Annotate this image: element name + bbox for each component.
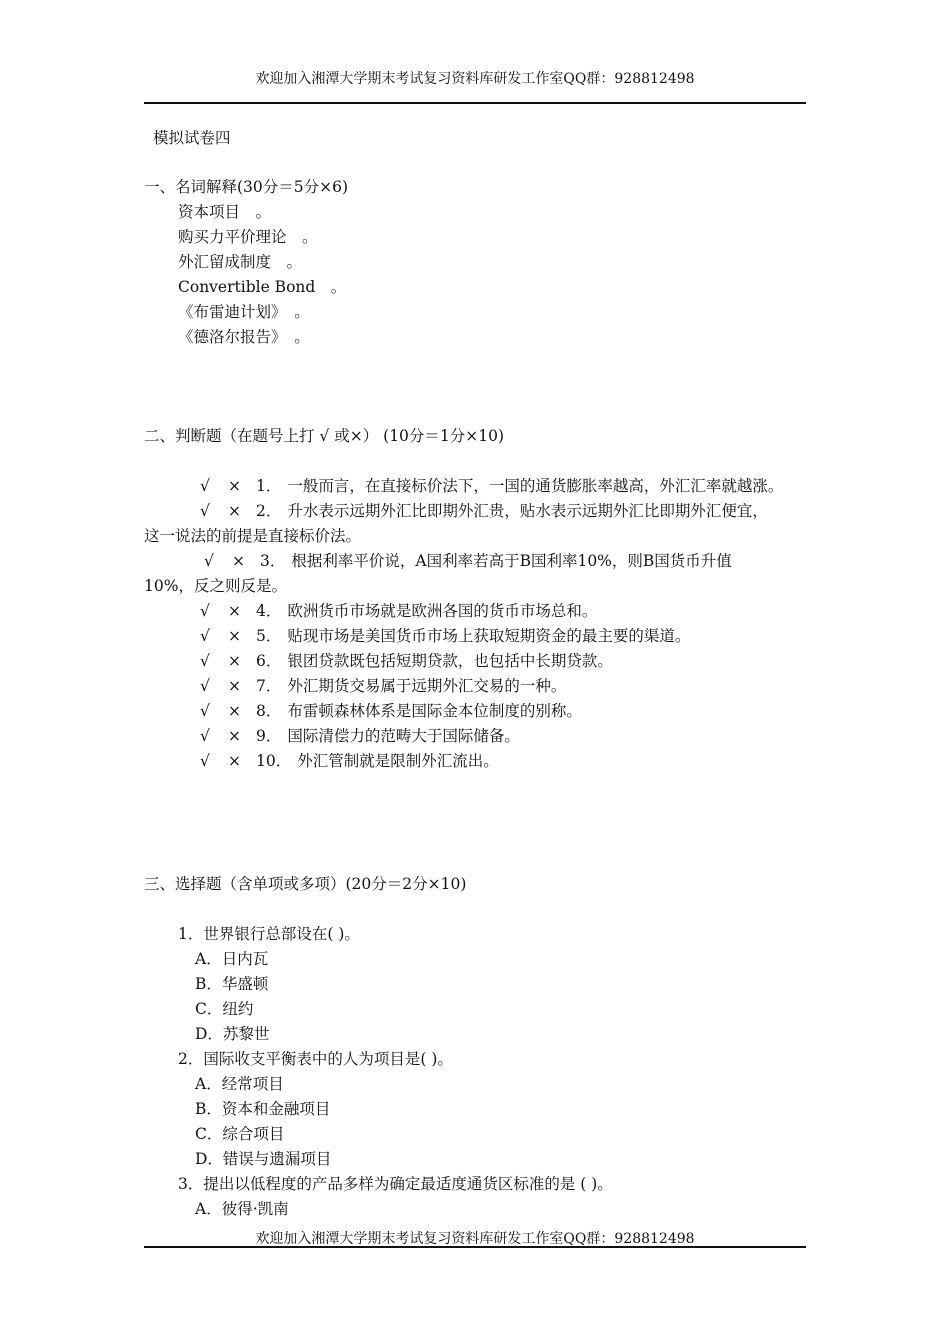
check-mark[interactable]: √	[200, 752, 210, 770]
cross-mark[interactable]: ×	[228, 602, 241, 620]
option-item[interactable]: A．经常项目	[195, 1075, 284, 1093]
item-text: 根据利率平价说，A国利率若高于B国利率10%，则B国货币升值	[291, 552, 732, 570]
check-mark[interactable]: √	[200, 502, 210, 520]
cross-mark[interactable]: ×	[228, 752, 241, 770]
judge-item	[204, 551, 732, 571]
judge-item	[200, 626, 690, 646]
item-text: 一般而言，在直接标价法下，一国的通货膨胀率越高，外汇汇率就越涨。	[287, 477, 784, 495]
item-text: 升水表示远期外汇比即期外汇贵，贴水表示远期外汇比即期外汇便宜，	[287, 502, 768, 520]
term-item: 《德洛尔报告》 。	[178, 328, 310, 346]
judge-item	[200, 476, 783, 496]
judge-item	[200, 726, 520, 746]
option-item[interactable]: B．华盛顿	[195, 975, 269, 993]
option-item[interactable]: B．资本和金融项目	[195, 1100, 331, 1118]
question-stem: 3．提出以低程度的产品多样为确定最适度通货区标准的是 ( )。	[178, 1175, 613, 1193]
judge-item	[200, 651, 613, 671]
item-number: 1．	[256, 477, 282, 495]
item-number: 9．	[256, 727, 282, 745]
option-item[interactable]: A．彼得·凯南	[195, 1200, 289, 1218]
cross-mark[interactable]: ×	[228, 652, 241, 670]
page-header: 欢迎加入湘潭大学期末考试复习资料库研发工作室QQ群：928812498	[255, 71, 695, 87]
term-item: Convertible Bond 。	[178, 278, 347, 296]
question-stem: 1．世界银行总部设在( )。	[178, 925, 360, 943]
item-text: 欧洲货币市场就是欧洲各国的货币市场总和。	[287, 602, 598, 620]
judge-item	[200, 676, 566, 696]
section3-heading: 三、选择题（含单项或多项）(20分＝2分×10)	[144, 875, 467, 893]
check-mark[interactable]: √	[200, 727, 210, 745]
item-number: 3．	[260, 552, 286, 570]
judge-item	[200, 751, 499, 771]
check-mark[interactable]: √	[200, 627, 210, 645]
term-item: 购买力平价理论 。	[178, 228, 318, 246]
item-text: 银团贷款既包括短期贷款，也包括中长期贷款。	[287, 652, 613, 670]
item-continuation: 这一说法的前提是直接标价法。	[144, 527, 362, 545]
term-item: 资本项目 。	[178, 203, 272, 221]
check-mark[interactable]: √	[200, 477, 210, 495]
option-item[interactable]: C．综合项目	[195, 1125, 285, 1143]
item-text: 外汇管制就是限制外汇流出。	[297, 752, 499, 770]
doc-title: 模拟试卷四	[153, 129, 231, 147]
item-number: 6．	[256, 652, 282, 670]
item-text: 布雷顿森林体系是国际金本位制度的别称。	[287, 702, 582, 720]
term-item: 《布雷迪计划》 。	[178, 303, 310, 321]
cross-mark[interactable]: ×	[228, 502, 241, 520]
page-footer: 欢迎加入湘潭大学期末考试复习资料库研发工作室QQ群：928812498	[255, 1231, 695, 1247]
item-number: 5．	[256, 627, 282, 645]
question-stem: 2．国际收支平衡表中的人为项目是( )。	[178, 1050, 453, 1068]
cross-mark[interactable]: ×	[228, 702, 241, 720]
item-number: 8．	[256, 702, 282, 720]
judge-item	[200, 501, 768, 521]
term-item: 外汇留成制度 。	[178, 253, 303, 271]
section1-heading: 一、名词解释(30分＝5分×6)	[144, 178, 349, 196]
item-continuation: 10%，反之则反是。	[144, 577, 287, 595]
cross-mark[interactable]: ×	[232, 552, 245, 570]
cross-mark[interactable]: ×	[228, 727, 241, 745]
option-item[interactable]: C．纽约	[195, 1000, 254, 1018]
check-mark[interactable]: √	[200, 677, 210, 695]
option-item[interactable]: D．苏黎世	[195, 1025, 270, 1043]
cross-mark[interactable]: ×	[228, 677, 241, 695]
cross-mark[interactable]: ×	[228, 627, 241, 645]
item-text: 贴现市场是美国货币市场上获取短期资金的最主要的渠道。	[287, 627, 691, 645]
item-text: 国际清偿力的范畴大于国际储备。	[287, 727, 520, 745]
item-number: 4．	[256, 602, 282, 620]
item-text: 外汇期货交易属于远期外汇交易的一种。	[287, 677, 567, 695]
section2-heading: 二、判断题（在题号上打 √ 或×） (10分＝1分×10)	[144, 427, 505, 445]
item-number: 7．	[256, 677, 282, 695]
item-number: 2．	[256, 502, 282, 520]
check-mark[interactable]: √	[200, 602, 210, 620]
option-item[interactable]: A．日内瓦	[195, 950, 269, 968]
item-number: 10．	[256, 752, 292, 770]
footer-rule	[144, 1246, 806, 1248]
judge-item	[200, 701, 582, 721]
header-rule	[144, 102, 806, 104]
cross-mark[interactable]: ×	[228, 477, 241, 495]
check-mark[interactable]: √	[204, 552, 214, 570]
option-item[interactable]: D．错误与遗漏项目	[195, 1150, 332, 1168]
judge-item	[200, 601, 597, 621]
check-mark[interactable]: √	[200, 702, 210, 720]
check-mark[interactable]: √	[200, 652, 210, 670]
